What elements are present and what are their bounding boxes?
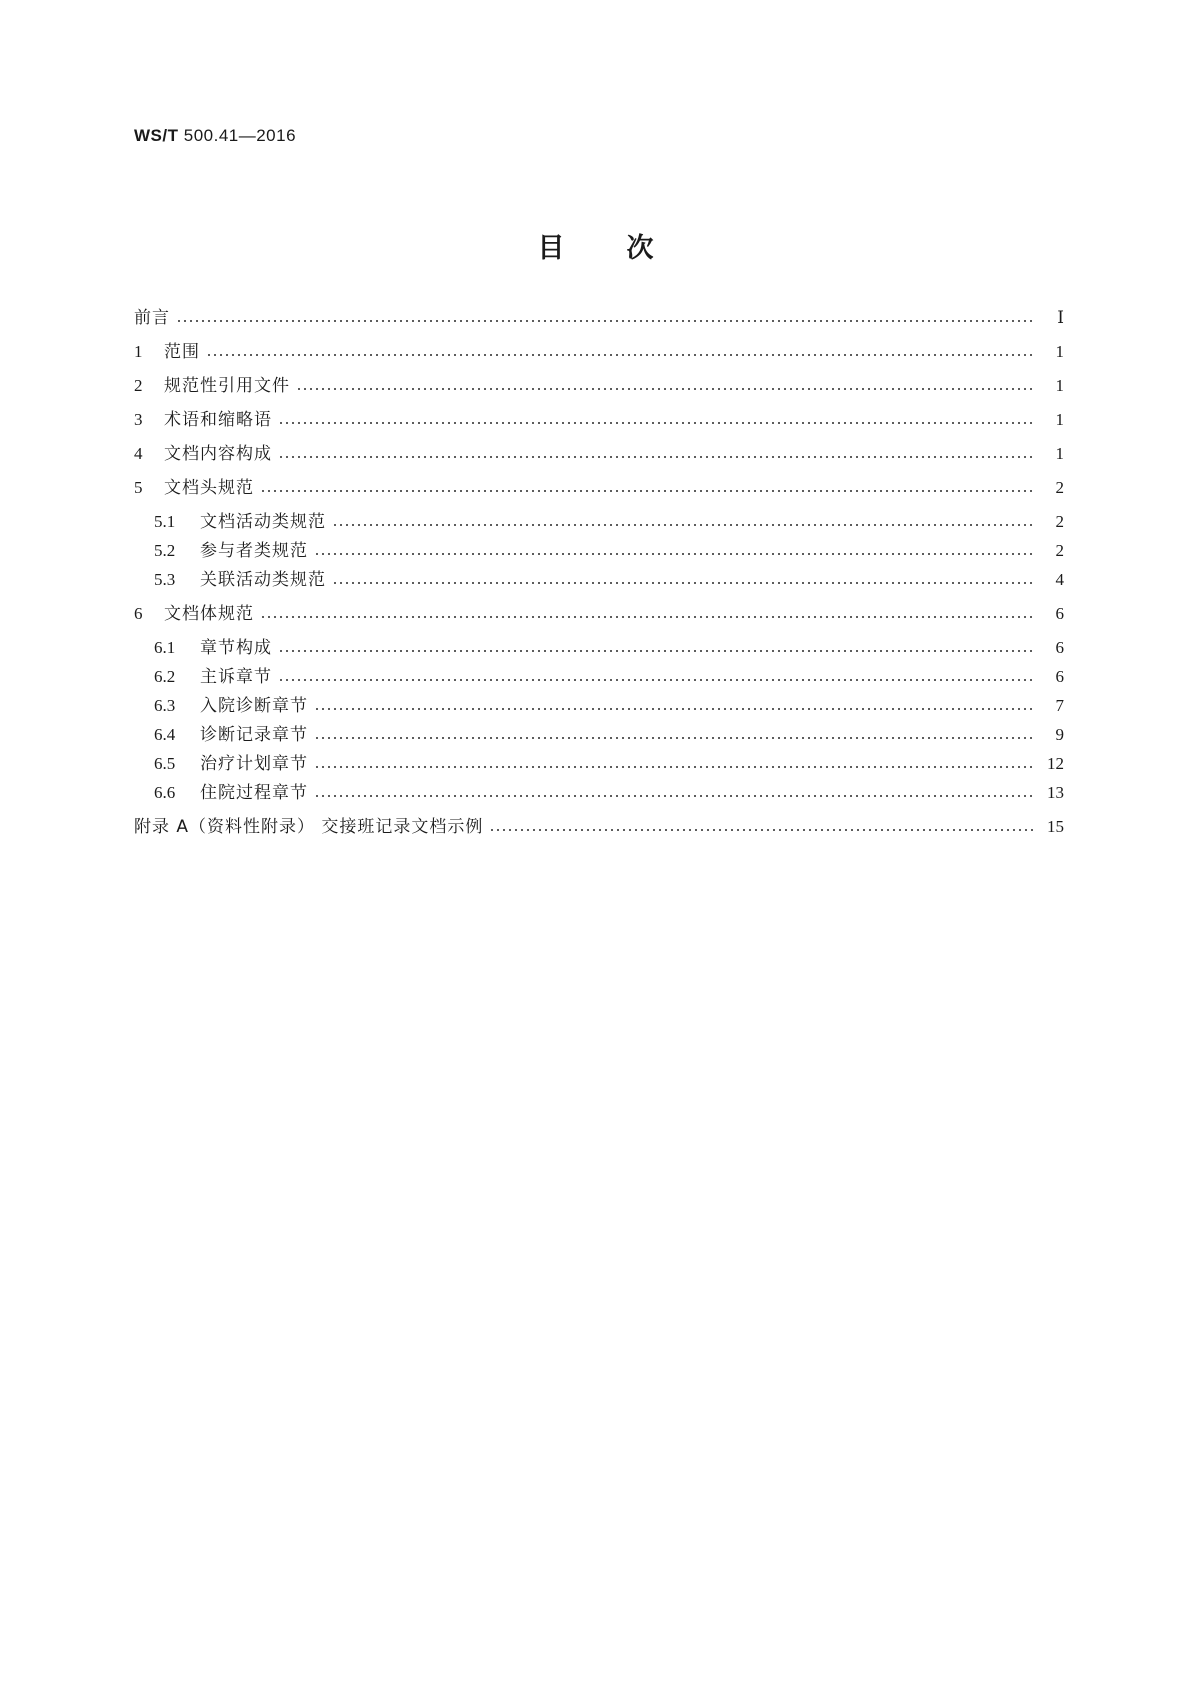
toc-entry-number: 6.3 — [154, 696, 176, 715]
toc-entry-number: 5.1 — [154, 512, 176, 531]
toc-leader-dots — [489, 829, 1036, 831]
toc-entry-number: 6.2 — [154, 667, 176, 686]
toc-entry-appendix-a[interactable] — [134, 814, 1064, 840]
toc-entry-label: 住院过程章节 — [200, 783, 308, 803]
toc-entry-page: 6 — [1055, 667, 1064, 686]
toc-leader-dots — [278, 456, 1036, 458]
toc-entry-label: 前言 — [134, 308, 170, 328]
toc-leader-dots — [278, 422, 1036, 424]
toc-entry-label: 入院诊断章节 — [200, 696, 308, 716]
toc-entry-label: 术语和缩略语 — [164, 410, 272, 430]
toc-entry-page: 1 — [1055, 410, 1064, 429]
toc-entry-number: 6.5 — [154, 754, 176, 773]
standard-number: 500.41—2016 — [183, 126, 297, 145]
toc-title-char-2: 次 — [626, 233, 654, 264]
toc-entry-page: 12 — [1047, 754, 1064, 773]
toc-entry-page: 4 — [1055, 570, 1064, 589]
toc-leader-dots — [278, 679, 1036, 681]
toc-entry-page: 6 — [1055, 604, 1064, 623]
toc-entry-page: 15 — [1047, 817, 1064, 836]
toc-entry-label: 诊断记录章节 — [200, 725, 308, 745]
toc-entry-label: 治疗计划章节 — [200, 754, 308, 774]
toc-leader-dots — [260, 490, 1036, 492]
toc-entry-label: 参与者类规范 — [200, 541, 308, 561]
toc-entry-6-4[interactable] — [154, 722, 1064, 748]
toc-leader-dots — [296, 388, 1036, 390]
toc-entry-3[interactable] — [134, 407, 1064, 433]
toc-entry-label: 主诉章节 — [200, 667, 272, 687]
toc-entry-number: 6.1 — [154, 638, 176, 657]
toc-entry-number: 6.6 — [154, 783, 176, 802]
toc-entry-number: 5.3 — [154, 570, 176, 589]
toc-entry-page: 1 — [1055, 444, 1064, 463]
toc-entry-number: 5 — [134, 478, 143, 497]
toc-entry-5-1[interactable] — [154, 509, 1064, 535]
toc-leader-dots — [314, 737, 1036, 739]
toc-entry-6[interactable] — [134, 601, 1064, 627]
toc-entry-number: 6.4 — [154, 725, 176, 744]
toc-entry-label: 章节构成 — [200, 638, 272, 658]
toc-entry-page: 2 — [1055, 478, 1064, 497]
toc-entry-label: 文档头规范 — [164, 478, 254, 498]
toc-entry-6-5[interactable] — [154, 751, 1064, 777]
toc-entry-1[interactable] — [134, 339, 1064, 365]
toc-leader-dots — [206, 354, 1036, 356]
toc-entry-page: 6 — [1055, 638, 1064, 657]
toc-entry-number: 4 — [134, 444, 143, 463]
toc-entry-number: 6 — [134, 604, 143, 623]
toc-entry-page: 2 — [1055, 541, 1064, 560]
toc-entry-number: 3 — [134, 410, 143, 429]
toc-entry-page: 7 — [1055, 696, 1064, 715]
toc-title-char-1: 目 — [537, 233, 565, 264]
toc-entry-label: 关联活动类规范 — [200, 570, 326, 590]
toc-leader-dots — [314, 708, 1036, 710]
toc-entry-page: 1 — [1055, 376, 1064, 395]
toc-leader-dots — [176, 320, 1036, 322]
toc-entry-page: 1 — [1055, 342, 1064, 361]
toc-entry-foreword[interactable] — [134, 305, 1064, 331]
toc-entry-page: Ⅰ — [1057, 308, 1064, 327]
toc-entry-6-6[interactable] — [154, 780, 1064, 806]
toc-entry-5-3[interactable] — [154, 567, 1064, 593]
toc-entry-6-3[interactable] — [154, 693, 1064, 719]
toc-leader-dots — [314, 766, 1036, 768]
table-of-contents — [134, 0, 1064, 1684]
toc-entry-6-2[interactable] — [154, 664, 1064, 690]
toc-entry-label: 附录 A（资料性附录） 交接班记录文档示例 — [134, 817, 484, 837]
toc-entry-number: 5.2 — [154, 541, 176, 560]
toc-entry-page: 2 — [1055, 512, 1064, 531]
toc-leader-dots — [278, 650, 1036, 652]
toc-entry-number: 1 — [134, 342, 143, 361]
toc-entry-4[interactable] — [134, 441, 1064, 467]
toc-entry-page: 13 — [1047, 783, 1064, 802]
toc-entry-label: 规范性引用文件 — [164, 376, 290, 396]
toc-entry-number: 2 — [134, 376, 143, 395]
standard-prefix: WS/T — [134, 126, 179, 145]
toc-leader-dots — [332, 582, 1036, 584]
toc-leader-dots — [314, 553, 1036, 555]
toc-entry-5[interactable] — [134, 475, 1064, 501]
toc-entry-6-1[interactable] — [154, 635, 1064, 661]
toc-entry-5-2[interactable] — [154, 538, 1064, 564]
toc-leader-dots — [314, 795, 1036, 797]
toc-entry-label: 文档内容构成 — [164, 444, 272, 464]
toc-entry-2[interactable] — [134, 373, 1064, 399]
toc-entry-label: 文档体规范 — [164, 604, 254, 624]
toc-leader-dots — [260, 616, 1036, 618]
toc-entry-page: 9 — [1055, 725, 1064, 744]
toc-leader-dots — [332, 524, 1036, 526]
toc-entry-label: 范围 — [164, 342, 200, 362]
toc-entry-label: 文档活动类规范 — [200, 512, 326, 532]
